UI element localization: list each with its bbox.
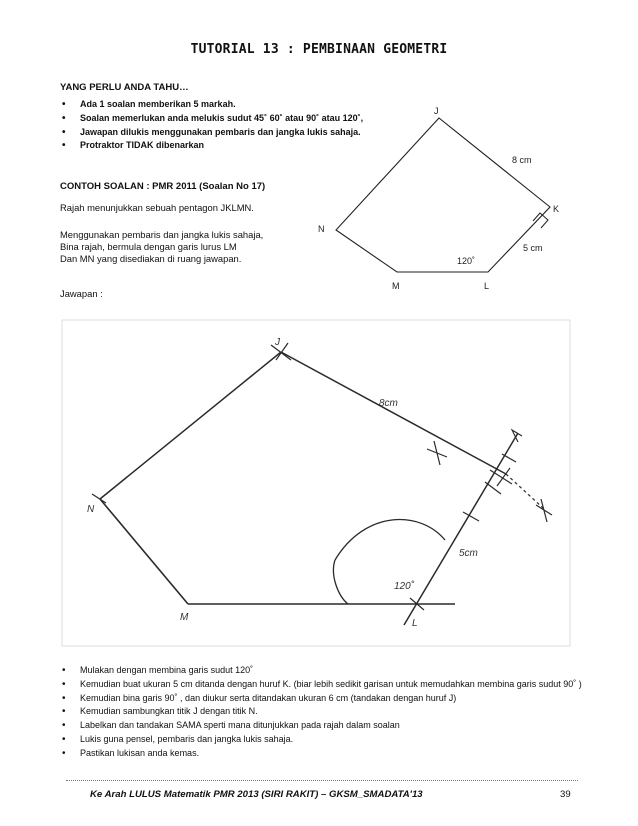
solution-kl-length: 5cm	[459, 548, 478, 559]
vertex-m-label: M	[392, 281, 400, 291]
vertex-l-label: L	[484, 281, 490, 291]
list-item: • Mulakan dengan membina garis sudut 120˚	[58, 664, 628, 678]
page-title: TUTORIAL 13 : PEMBINAAN GEOMETRI	[190, 42, 448, 57]
solution-l-label: L	[412, 618, 418, 629]
answer-label: Jawapan :	[60, 288, 103, 299]
solution-m-label: M	[180, 612, 189, 623]
vertex-j-label: J	[434, 106, 439, 116]
reference-pentagon	[318, 106, 559, 291]
page-number: 39	[560, 789, 571, 800]
list-item: • Protraktor TIDAK dibenarkan	[58, 139, 358, 153]
list-item: • Pastikan lukisan anda kemas.	[58, 747, 628, 761]
steps-list	[58, 664, 628, 761]
solution-angle-label: 120˚	[394, 581, 415, 592]
list-item: • Kemudian buat ukuran 5 cm ditanda dengan huruf K. (biar lebih sedikit garisan untuk memudahkan membina garis sudut 90˚ )	[58, 678, 628, 692]
right-angle-marker	[533, 213, 548, 228]
example-title: CONTOH SOALAN : PMR 2011 (Soalan No 17)	[60, 181, 266, 192]
list-item: • Lukis guna pensel, pembaris dan jangka lukis sahaja.	[58, 733, 628, 747]
solution-jk-length: 8cm	[379, 398, 398, 409]
footer-divider	[66, 780, 578, 781]
angle-l-label: 120˚	[457, 256, 476, 266]
pentagon-outline	[336, 118, 550, 272]
vertex-k-label: K	[553, 204, 560, 214]
list-item: • Kemudian sambungkan titik J dengan titik N.	[58, 705, 628, 719]
question-line: Menggunakan pembaris dan jangka lukis sahaja,	[60, 229, 264, 240]
list-item: • Kemudian bina garis 90˚ , dan diukur serta ditandakan ukuran 6 cm (tandakan dengan huruf J)	[58, 692, 628, 706]
solution-box	[62, 320, 570, 646]
list-item: • Soalan memerlukan anda melukis sudut 45˚ 60˚ atau 90˚ atau 120˚,	[58, 112, 358, 126]
footer-text: Ke Arah LULUS Matematik PMR 2013 (SIRI RAKIT) – GKSM_SMADATA'13	[90, 789, 423, 800]
vertex-n-label: N	[318, 224, 325, 234]
length-kl-label: 5 cm	[523, 243, 543, 253]
solution-n-label: N	[87, 504, 95, 515]
list-item: • Labelkan dan tandakan SAMA sperti mana ditunjukkan pada rajah dalam soalan	[58, 719, 628, 733]
length-jk-label: 8 cm	[512, 155, 532, 165]
question-line: Dan MN yang disediakan di ruang jawapan.	[60, 253, 242, 264]
question-intro: Rajah menunjukkan sebuah pentagon JKLMN.	[60, 202, 254, 213]
section-heading: YANG PERLU ANDA TAHU…	[60, 82, 189, 93]
solution-j-label: J	[275, 337, 280, 348]
list-item: • Ada 1 soalan memberikan 5 markah.	[58, 98, 358, 112]
question-line: Bina rajah, bermula dengan garis lurus LM	[60, 241, 237, 252]
list-item: • Jawapan dilukis menggunakan pembaris dan jangka lukis sahaja.	[58, 126, 358, 140]
